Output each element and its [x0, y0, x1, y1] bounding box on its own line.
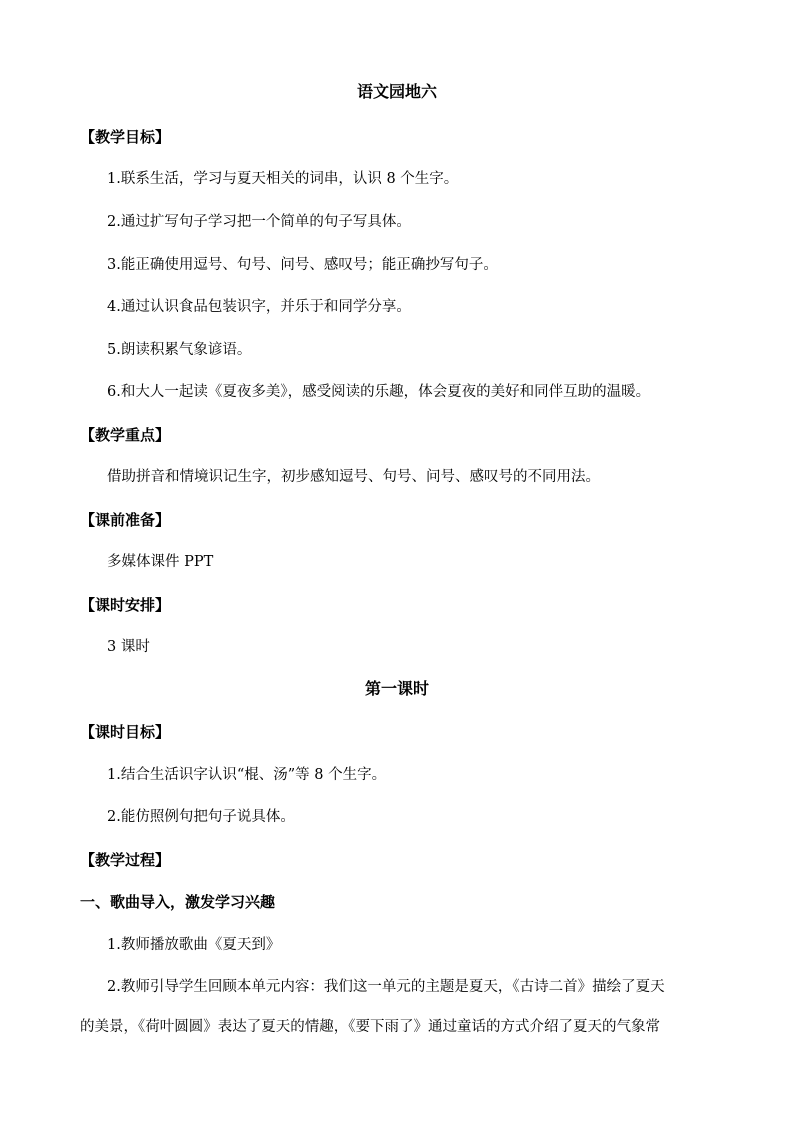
process-paragraph-line: 2.教师引导学生回顾本单元内容：我们这一单元的主题是夏天，《古诗二首》描绘了夏天	[107, 979, 665, 995]
key-point-item: 借助拼音和情境识记生字，初步感知逗号、句号、问号、感叹号的不同用法。	[107, 469, 600, 485]
teaching-goal-item: 5.朗读积累气象谚语。	[107, 342, 252, 358]
document-title: 语文园地六	[356, 82, 437, 101]
preparation-item: 多媒体课件 PPT	[107, 554, 214, 570]
lesson-title: 第一课时	[364, 679, 429, 698]
teaching-goal-item: 3.能正确使用逗号、句号、问号、感叹号；能正确抄写句子。	[107, 257, 498, 273]
section-heading-lesson-goals: 【课时目标】	[80, 723, 171, 741]
section-heading-key-points: 【教学重点】	[80, 426, 171, 444]
process-step-title: 一、歌曲导入，激发学习兴趣	[80, 893, 276, 911]
lesson-goal-item: 1.结合生活识字认识“棍、汤”等 8 个生字。	[107, 767, 387, 783]
section-heading-process: 【教学过程】	[80, 851, 171, 869]
lesson-goal-item: 2.能仿照例句把句子说具体。	[107, 809, 295, 825]
teaching-goal-item: 4.通过认识食品包装识字，并乐于和同学分享。	[107, 299, 411, 315]
section-heading-schedule: 【课时安排】	[80, 596, 171, 614]
teaching-goal-item: 2.通过扩写句子学习把一个简单的句子写具体。	[107, 214, 411, 230]
teaching-goal-item: 6.和大人一起读《夏夜多美》，感受阅读的乐趣，体会夏夜的美好和同伴互助的温暖。	[107, 384, 651, 400]
teaching-goal-item: 1.联系生活，学习与夏天相关的词串，认识 8 个生字。	[107, 171, 459, 187]
process-item: 1.教师播放歌曲《夏天到》	[107, 937, 281, 953]
section-heading-teaching-goals: 【教学目标】	[80, 128, 171, 146]
schedule-item: 3 课时	[107, 639, 150, 655]
process-paragraph-line: 的美景，《荷叶圆圆》表达了夏天的情趣，《要下雨了》通过童话的方式介绍了夏天的气象常	[80, 1019, 660, 1035]
section-heading-preparation: 【课前准备】	[80, 511, 171, 529]
